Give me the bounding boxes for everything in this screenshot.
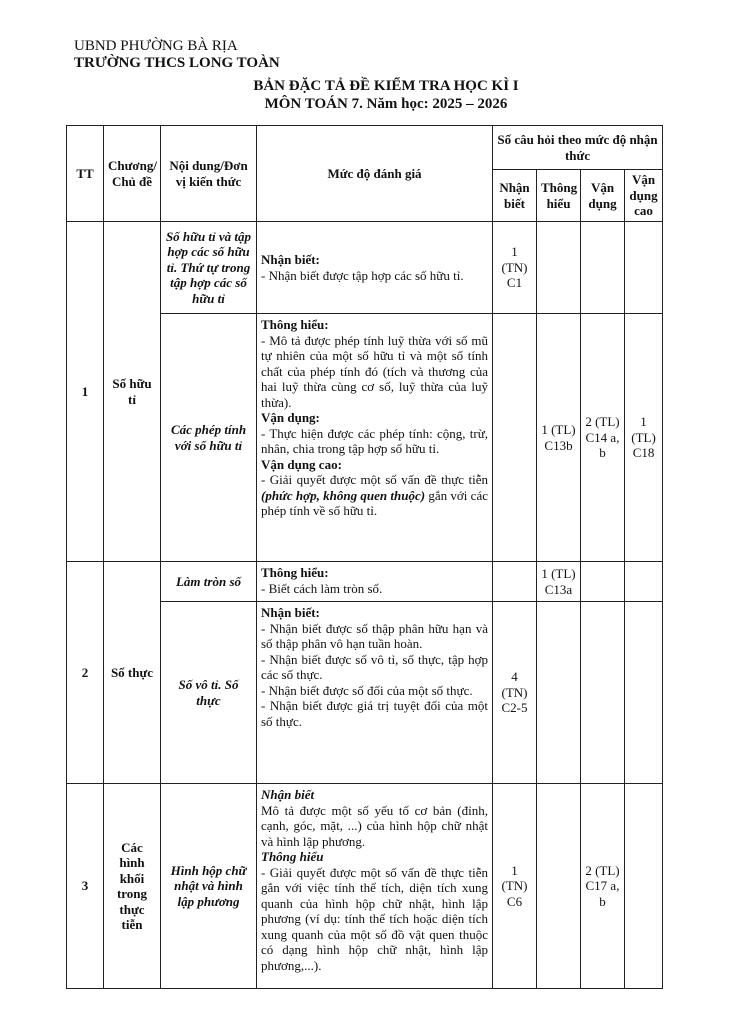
row-chuong: Số hữu tỉ — [104, 222, 161, 562]
ward-name: UBND PHƯỜNG BÀ RỊA — [74, 38, 238, 54]
row-chuong: Số thực — [104, 562, 161, 784]
unit-name: Số vô tỉ. Số thực — [161, 602, 257, 784]
row-tt: 2 — [67, 562, 104, 784]
count-nb — [493, 562, 537, 602]
count-vd — [581, 562, 625, 602]
count-th — [537, 602, 581, 784]
document-subtitle: MÔN TOÁN 7. Năm học: 2025 – 2026 — [264, 96, 508, 112]
count-th — [537, 222, 581, 314]
row-tt: 1 — [67, 222, 104, 562]
count-vdc — [625, 222, 663, 314]
unit-desc: Thông hiểu: - Biết cách làm tròn số. — [257, 562, 493, 602]
count-vdc — [625, 602, 663, 784]
col-tt: TT — [67, 126, 104, 222]
col-noidung: Nội dung/Đơn vị kiến thức — [161, 126, 257, 222]
count-th: 1 (TL) C13a — [537, 562, 581, 602]
row-chuong: Các hình khối trong thực tiễn — [104, 784, 161, 989]
unit-name: Làm tròn số — [161, 562, 257, 602]
count-nb — [493, 314, 537, 562]
count-vd — [581, 602, 625, 784]
document-title: BẢN ĐẶC TẢ ĐỀ KIỂM TRA HỌC KÌ I — [253, 78, 519, 94]
school-name: TRƯỜNG THCS LONG TOÀN — [74, 55, 280, 71]
school-header — [74, 38, 280, 72]
count-vd — [581, 222, 625, 314]
col-vdc: Vận dụng cao — [625, 170, 663, 222]
count-nb: 1 (TN) C6 — [493, 784, 537, 989]
table-row — [67, 784, 663, 989]
spec-table — [66, 125, 663, 989]
unit-desc: Nhận biết: - Nhận biết được số thập phân hữu hạn và số thập phân vô hạn tuần hoàn. - Nhận biết được số vô tỉ, số thực, tập hợp các số thực. - Nhận biết được số đối của một số thực. - Nhận biết được giá trị tuyệt đối của một số thực. — [257, 602, 493, 784]
count-vd: 2 (TL) C17 a, b — [581, 784, 625, 989]
col-nb: Nhận biết — [493, 170, 537, 222]
col-mucdo: Mức độ đánh giá — [257, 126, 493, 222]
unit-name: Hình hộp chữ nhật và hình lập phương — [161, 784, 257, 989]
unit-desc: Nhận biết: - Nhận biết được tập hợp các số hữu tỉ. — [257, 222, 493, 314]
unit-desc: Nhận biết Mô tả được một số yếu tố cơ bản (đỉnh, cạnh, góc, mặt, ...) của hình hộp chữ nhật và hình lập phương. Thông hiểu - Giải quyết được một số vấn đề thực tiễn gắn với việc tính thể tích, diện tích xung quanh của hình hộp chữ nhật, hình lập phương (ví dụ: tính thể tích hoặc diện tích xung quanh của một số đồ vật quen thuộc có dạng hình hộp chữ nhật, hình lập phương,...). — [257, 784, 493, 989]
count-vdc: 1 (TL) C18 — [625, 314, 663, 562]
count-vdc — [625, 784, 663, 989]
count-nb: 1 (TN) C1 — [493, 222, 537, 314]
col-chuong: Chương/ Chủ đề — [104, 126, 161, 222]
table-row — [67, 222, 663, 314]
row-tt: 3 — [67, 784, 104, 989]
count-th: 1 (TL) C13b — [537, 314, 581, 562]
count-vd: 2 (TL) C14 a, b — [581, 314, 625, 562]
unit-name: Các phép tính với số hữu tỉ — [161, 314, 257, 562]
col-vd: Vận dụng — [581, 170, 625, 222]
header-row — [67, 126, 663, 170]
count-vdc — [625, 562, 663, 602]
count-th — [537, 784, 581, 989]
count-nb: 4 (TN) C2-5 — [493, 602, 537, 784]
unit-desc: Thông hiểu: - Mô tả được phép tính luỹ thừa với số mũ tự nhiên của một số hữu tỉ và một số tính chất của phép tính đó (tích và thương của hai luỹ thừa cùng cơ số, luỹ thừa của luỹ thừa). Vận dụng: - Thực hiện được các phép tính: cộng, trừ, nhân, chia trong tập hợp số hữu tỉ. Vận dụng cao: - Giải quyết được một số vấn đề thực tiễn (phức hợp, không quen thuộc) gắn với các phép tính về số hữu tỉ. — [257, 314, 493, 562]
col-th: Thông hiểu — [537, 170, 581, 222]
col-socau: Số câu hỏi theo mức độ nhận thức — [493, 126, 663, 170]
table-row — [67, 562, 663, 602]
unit-name: Số hữu tỉ và tập hợp các số hữu tỉ. Thứ tự trong tập hợp các số hữu tỉ — [161, 222, 257, 314]
